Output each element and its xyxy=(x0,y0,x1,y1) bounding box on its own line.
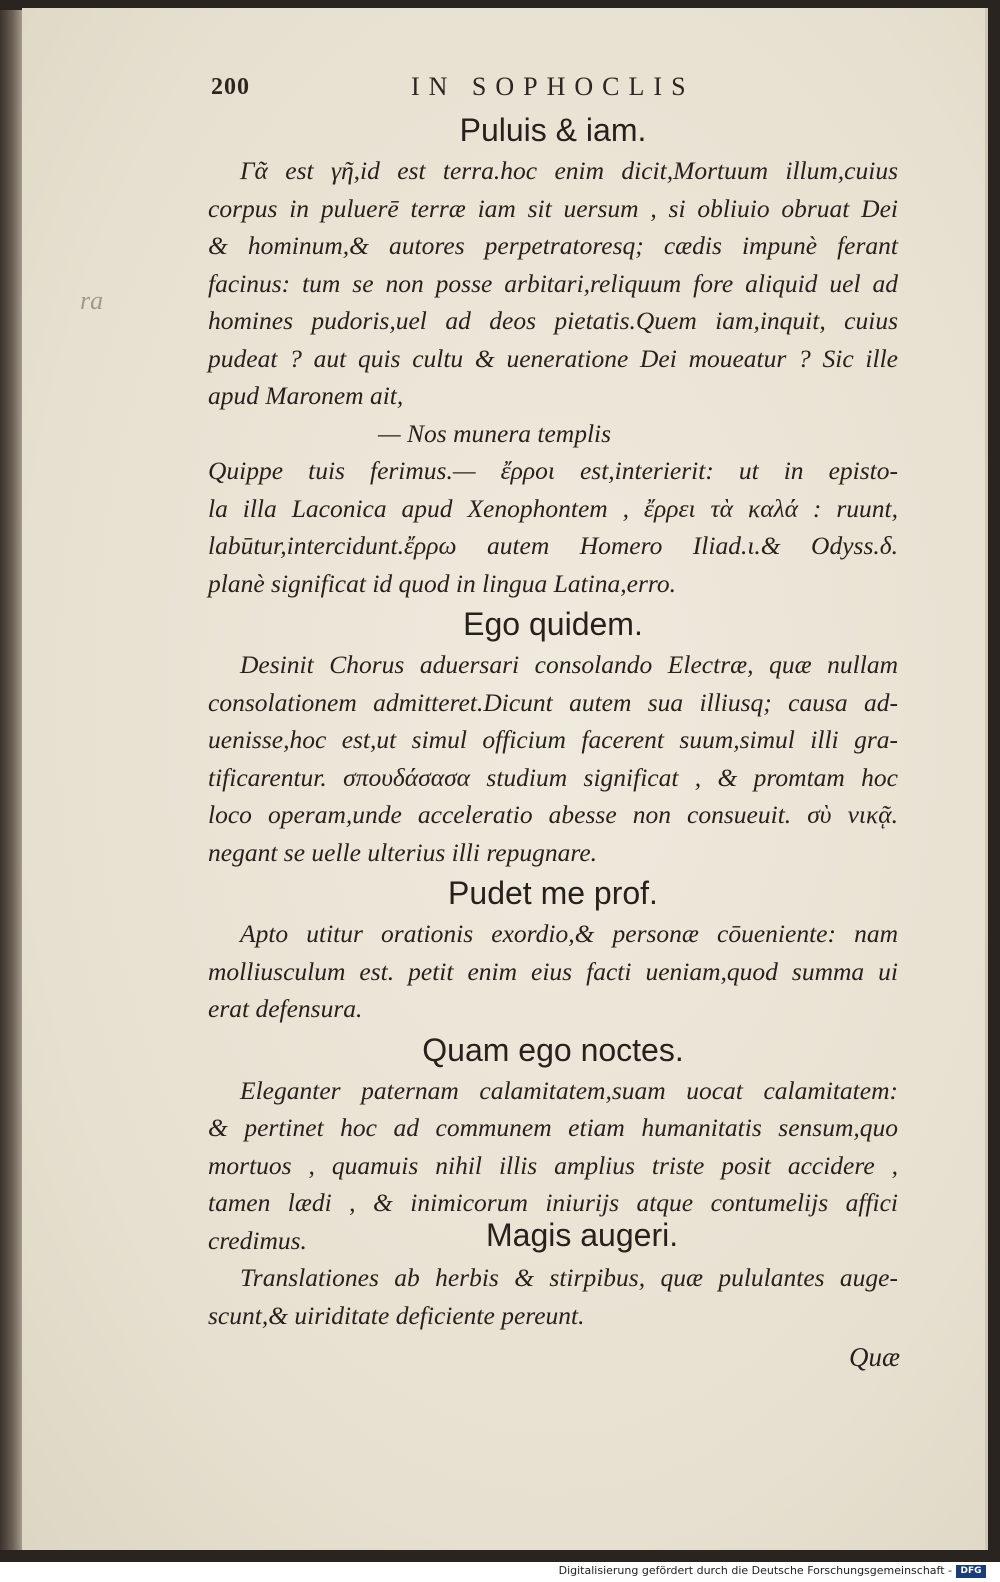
text-line: Desinit Chorus aduersari consolando Electræ, quæ nullam xyxy=(240,650,898,679)
text-line: apud Maronem ait, xyxy=(208,381,404,410)
lemma-heading: Puluis & iam. xyxy=(459,112,647,148)
lemma-heading: Magis augeri. xyxy=(486,1216,679,1253)
text-line: facinus: tum se non posse arbitari,reliquum fore aliquid uel ad xyxy=(208,268,898,298)
funding-notice: Digitalisierung gefördert durch die Deutsche Forschungsgemeinschaft - xyxy=(558,1564,952,1577)
lemma-heading: Pudet me prof. xyxy=(448,875,658,911)
text-line: tificarentur. σπουδάσασα studium significat , & promtam hoc xyxy=(208,762,898,792)
text-line: planè significat id quod in lingua Latina,erro. xyxy=(208,568,676,598)
text-line: labūtur,intercidunt.ἔρρω autem Homero Iliad.ι.& Odyss.δ. xyxy=(208,531,898,560)
text-line: Eleganter paternam calamitatem,suam uocat calamitatem: xyxy=(240,1075,898,1105)
text-line: Quippe tuis ferimus.— ἔρροι est,interierit: ut in episto- xyxy=(208,456,898,485)
verse-quote: — Nos munera templis xyxy=(378,418,612,448)
page-header xyxy=(211,68,741,108)
main-text xyxy=(208,108,898,1334)
text-line: molliusculum est. petit enim eius facti ueniam,quod summa ui xyxy=(208,956,898,986)
text-line: scunt,& uiriditate deficiente pereunt. xyxy=(208,1300,585,1330)
text-line xyxy=(208,1216,898,1260)
running-title: IN SOPHOCLIS xyxy=(411,72,695,101)
text-line: consolationem admitteret.Dicunt autem sua illiusq; causa ad- xyxy=(208,687,898,717)
margin-note: ra xyxy=(80,286,104,315)
page-number: 200 xyxy=(211,74,250,100)
text-line: Apto utitur orationis exordio,& personæ cōueniente: nam xyxy=(240,919,898,948)
catchword: Quæ xyxy=(848,1342,900,1372)
text-line: Γᾶ est γῆ,id est terra.hoc enim dicit,Mortuum illum,cuius xyxy=(240,156,898,185)
text-line: & pertinet hoc ad communem etiam humanitatis sensum,quo xyxy=(208,1113,898,1142)
text-line: corpus in puluerē terræ iam sit uersum , si obliuio obruat Dei xyxy=(208,193,898,223)
text-line: & hominum,& autores perpetratoresq; cædis impunè ferant xyxy=(208,231,898,260)
digitization-footer xyxy=(0,1562,1000,1582)
text-line: negant se uelle ulterius illi repugnare. xyxy=(208,837,598,867)
book-edge xyxy=(0,10,22,1550)
dfg-logo: DFG xyxy=(956,1565,986,1578)
text-line: loco operam,unde acceleratio abesse non consueuit. σὺ νικᾷ. xyxy=(208,800,898,829)
text-line: erat defensura. xyxy=(208,994,363,1023)
text-line: pudeat ? aut quis cultu & ueneratione Dei moueatur ? Sic ille xyxy=(208,343,898,373)
text-line: uenisse,hoc est,ut simul officium facerent suum,simul illi gra- xyxy=(208,725,898,754)
text-line: homines pudoris,uel ad deos pietatis.Quem iam,inquit, cuius xyxy=(208,306,898,335)
lemma-heading: Quam ego noctes. xyxy=(422,1031,684,1068)
text-line-content: credimus. xyxy=(208,1225,307,1255)
lemma-heading: Ego quidem. xyxy=(463,606,643,642)
text-line: tamen lædi , & inimicorum iniurijs atque contumelijs affici xyxy=(208,1188,898,1217)
text-line: mortuos , quamuis nihil illis amplius triste posit accidere , xyxy=(208,1150,898,1180)
text-line: la illa Laconica apud Xenophontem , ἔρρει τὰ καλά : ruunt, xyxy=(208,493,898,523)
text-line: Translationes ab herbis & stirpibus, quæ pululantes auge- xyxy=(240,1263,898,1292)
